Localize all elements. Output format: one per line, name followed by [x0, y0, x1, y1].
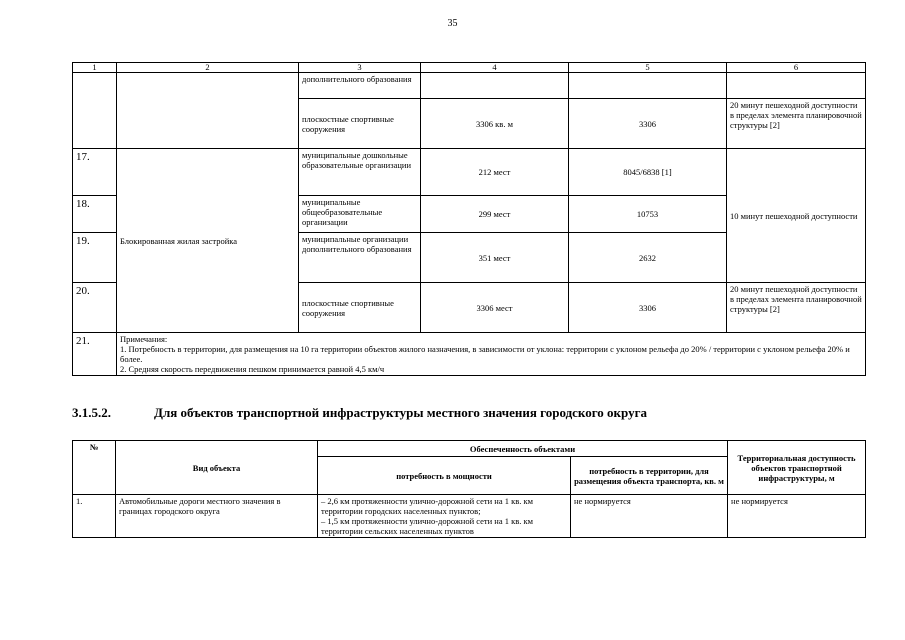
- territory-cell: 3306: [569, 99, 727, 149]
- standards-table-transport: [72, 440, 866, 538]
- row-number-cell: 17.: [73, 149, 117, 196]
- column-header: Обеспеченность объектами: [318, 441, 728, 457]
- table-row: [73, 73, 866, 99]
- note-item: 2. Средняя скорость передвижения пешком принимается равной 4,5 км/ч: [120, 364, 385, 374]
- section-title: Для объектов транспортной инфраструктуры местного значения городского округа: [154, 405, 648, 420]
- row-number-cell: [73, 73, 117, 149]
- access-cell: 10 минут пешеходной доступности: [727, 149, 866, 283]
- table-header-row: [73, 63, 866, 73]
- access-cell: [727, 73, 866, 99]
- section-number: 3.1.5.2.: [72, 405, 111, 420]
- territory-cell: 8045/6838 [1]: [569, 149, 727, 196]
- column-header: 2: [117, 63, 299, 73]
- access-cell: 20 минут пешеходной доступности в пределах элемента планировочной структуры [2]: [727, 99, 866, 149]
- object-type-cell: Автомобильные дороги местного значения в границах городского округа: [116, 495, 318, 538]
- capacity-cell: 3306 мест: [421, 283, 569, 333]
- table-row: [73, 495, 866, 538]
- territory-cell: 3306: [569, 283, 727, 333]
- capacity-cell: 212 мест: [421, 149, 569, 196]
- note-item: 1. Потребность в территории, для размещения на 10 га территории объектов жилого назначения, в зависимости от уклона: территории с уклоном рельефа до 20% / территории с уклоном рельефа 20% и более.: [120, 344, 850, 364]
- object-cell: плоскостные спортивные сооружения: [299, 283, 421, 333]
- access-cell: 20 минут пешеходной доступности в пределах элемента планировочной структуры [2]: [727, 283, 866, 333]
- object-cell: дополнительного образования: [299, 73, 421, 99]
- capacity-item: – 2,6 км протяженности улично-дорожной сети на 1 кв. км территории городских населенных пунктов;: [321, 496, 534, 516]
- territory-cell: 10753: [569, 196, 727, 233]
- column-header: Территориальная доступность объектов транспортной инфраструктуры, м: [728, 441, 866, 495]
- table-row: [73, 149, 866, 196]
- table-row-notes: [73, 333, 866, 376]
- row-number-cell: 20.: [73, 283, 117, 333]
- territory-cell: не нормируется: [571, 495, 728, 538]
- row-number-cell: 1.: [73, 495, 116, 538]
- column-header: потребность в мощности: [318, 457, 571, 495]
- row-number-cell: 21.: [73, 333, 117, 376]
- column-header: 6: [727, 63, 866, 73]
- access-cell: не нормируется: [728, 495, 866, 538]
- column-header: 5: [569, 63, 727, 73]
- column-header: 1: [73, 63, 117, 73]
- row-number-cell: 19.: [73, 233, 117, 283]
- object-cell: плоскостные спортивные сооружения: [299, 99, 421, 149]
- capacity-cell: [318, 495, 571, 538]
- territory-cell: 2632: [569, 233, 727, 283]
- territory-cell: [569, 73, 727, 99]
- object-cell: муниципальные дошкольные образовательные организации: [299, 149, 421, 196]
- object-cell: муниципальные организации дополнительного образования: [299, 233, 421, 283]
- object-cell: муниципальные общеобразовательные организации: [299, 196, 421, 233]
- row-number-cell: 18.: [73, 196, 117, 233]
- section-heading: [72, 405, 647, 421]
- capacity-cell: [421, 73, 569, 99]
- object-type-cell: Блокированная жилая застройка: [117, 149, 299, 333]
- standards-table-residential: [72, 62, 866, 376]
- notes-title: Примечания:: [120, 334, 168, 344]
- column-header: №: [73, 441, 116, 495]
- column-header: потребность в территории, для размещения объекта транспорта, кв. м: [571, 457, 728, 495]
- page-number: 35: [447, 18, 458, 29]
- column-header: 4: [421, 63, 569, 73]
- capacity-item: – 1,5 км протяженности улично-дорожной сети на 1 кв. км территории сельских населенных пунктов: [321, 516, 534, 536]
- capacity-cell: 3306 кв. м: [421, 99, 569, 149]
- column-header: Вид объекта: [116, 441, 318, 495]
- column-header: 3: [299, 63, 421, 73]
- table-header-row: [73, 441, 866, 457]
- capacity-cell: 351 мест: [421, 233, 569, 283]
- notes-cell: [117, 333, 866, 376]
- capacity-cell: 299 мест: [421, 196, 569, 233]
- object-type-cell: [117, 73, 299, 149]
